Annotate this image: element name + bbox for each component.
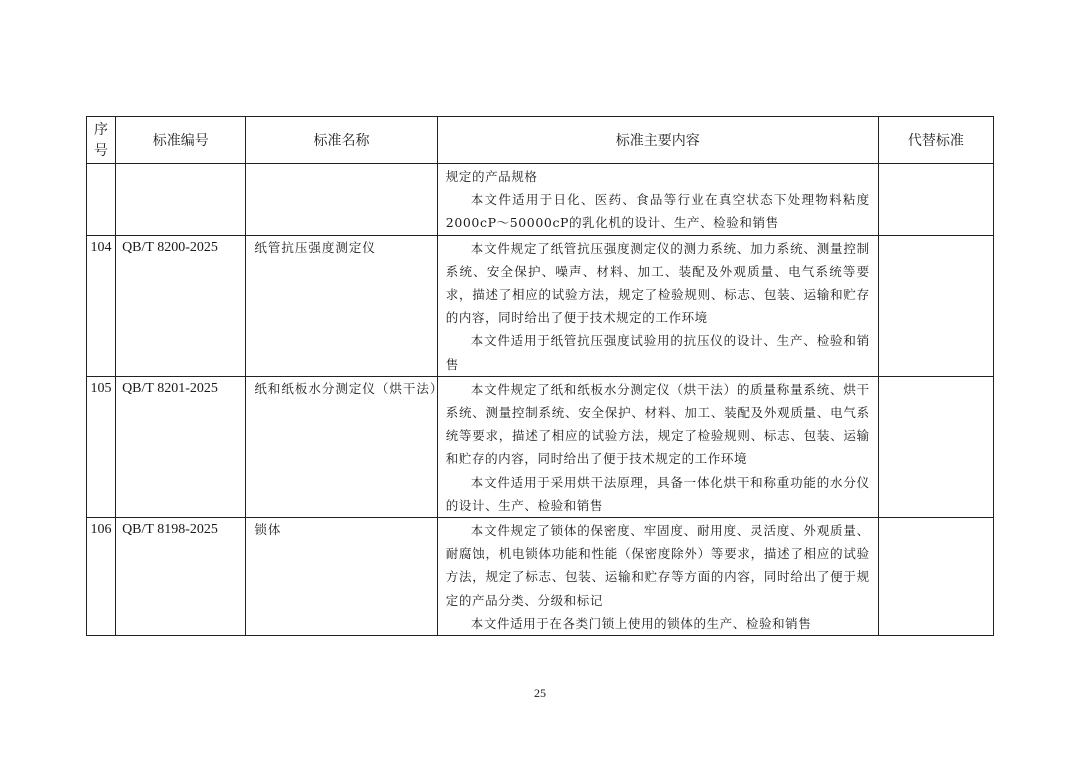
replace-cell xyxy=(878,235,993,376)
replace-cell xyxy=(878,164,993,236)
content-cell xyxy=(437,164,878,236)
content-cell xyxy=(437,376,878,517)
table-header-row xyxy=(87,117,994,164)
code-cell: QB/T 8198-2025 xyxy=(116,518,246,636)
seq-cell: 104 xyxy=(87,235,116,376)
header-seq-line2: 号 xyxy=(94,142,109,159)
name-cell xyxy=(246,164,437,236)
replace-cell xyxy=(878,376,993,517)
name-cell: 纸和纸板水分测定仪（烘干法） xyxy=(246,376,437,517)
header-seq-line1: 序 xyxy=(94,121,109,138)
content-cell xyxy=(437,518,878,636)
name-cell: 纸管抗压强度测定仪 xyxy=(246,235,437,376)
content-cell xyxy=(437,235,878,376)
header-replace: 代替标准 xyxy=(878,117,993,164)
seq-cell xyxy=(87,164,116,236)
header-code: 标准编号 xyxy=(116,117,246,164)
standards-table xyxy=(86,116,994,636)
code-cell: QB/T 8201-2025 xyxy=(116,376,246,517)
content-paragraph: 本文件适用于在各类门锁上使用的锁体的生产、检验和销售 xyxy=(470,615,812,631)
replace-cell xyxy=(878,518,993,636)
content-paragraph: 本文件规定了纸管抗压强度测定仪的测力系统、加力系统、测量控制系统、安全保护、噪声、材料、加工、装配及外观质量、电气系统等要求，描述了相应的试验方法，规定了检验规则、标志、包装、运输和贮存的内容，同时给出了便于技术规定的工作环境 xyxy=(445,240,870,326)
name-cell: 锁体 xyxy=(246,518,437,636)
table-row-continued xyxy=(87,164,994,236)
table-row xyxy=(87,235,994,376)
content-paragraph: 规定的产品规格 xyxy=(445,169,538,184)
seq-cell: 105 xyxy=(87,376,116,517)
code-cell xyxy=(116,164,246,236)
page-number: 25 xyxy=(534,686,546,700)
code-cell: QB/T 8200-2025 xyxy=(116,235,246,376)
content-paragraph: 本文件规定了纸和纸板水分测定仪（烘干法）的质量称量系统、烘干系统、测量控制系统、安全保护、材料、加工、装配及外观质量、电气系统等要求，描述了相应的试验方法，规定了检验规则、标志、包装、运输和贮存的内容，同时给出了便于技术规定的工作环境 xyxy=(445,381,870,467)
header-seq xyxy=(87,117,116,164)
seq-cell: 106 xyxy=(87,518,116,636)
content-paragraph: 本文件适用于纸管抗压强度试验用的抗压仪的设计、生产、检验和销售 xyxy=(445,333,870,372)
content-paragraph: 本文件适用于日化、医药、食品等行业在真空状态下处理物料粘度2000cP～50000cP的乳化机的设计、生产、检验和销售 xyxy=(445,192,870,231)
table-row xyxy=(87,518,994,636)
header-name: 标准名称 xyxy=(246,117,437,164)
header-content: 标准主要内容 xyxy=(437,117,878,164)
table-row xyxy=(87,376,994,517)
content-paragraph: 本文件适用于采用烘干法原理，具备一体化烘干和称重功能的水分仪的设计、生产、检验和销售 xyxy=(445,474,870,513)
content-paragraph: 本文件规定了锁体的保密度、牢固度、耐用度、灵活度、外观质量、耐腐蚀，机电锁体功能和性能（保密度除外）等要求，描述了相应的试验方法，规定了标志、包装、运输和贮存等方面的内容，同时给出了便于规定的产品分类、分级和标记 xyxy=(445,523,870,608)
